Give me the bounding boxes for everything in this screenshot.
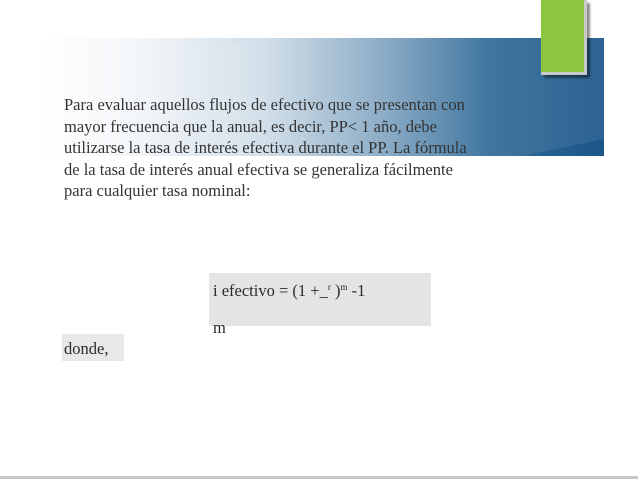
- paragraph-line: mayor frecuencia que la anual, es decir, PP< 1 año, debe: [64, 116, 437, 136]
- formula-right: -1: [347, 281, 366, 300]
- paragraph-line: de la tasa de interés anual efectiva se generaliza fácilmente: [64, 159, 453, 179]
- paragraph-line: utilizarse la tasa de interés efectiva durante el PP. La fórmula: [64, 138, 467, 157]
- body-paragraph: [64, 94, 564, 202]
- formula-sup-r: r: [327, 282, 331, 292]
- formula-denominator: m: [213, 318, 226, 337]
- paragraph-line: para cualquier tasa nominal:: [64, 181, 251, 200]
- formula: [213, 277, 365, 301]
- formula-left: i efectivo = (1 +_: [213, 281, 328, 300]
- paragraph-line: Para evaluar aquellos flujos de efectivo que se presentan con: [64, 95, 465, 114]
- accent-green-block: [541, 0, 587, 75]
- donde-label: donde,: [64, 339, 109, 358]
- formula-sup-m: m: [340, 282, 348, 292]
- formula-mid: ): [330, 281, 341, 300]
